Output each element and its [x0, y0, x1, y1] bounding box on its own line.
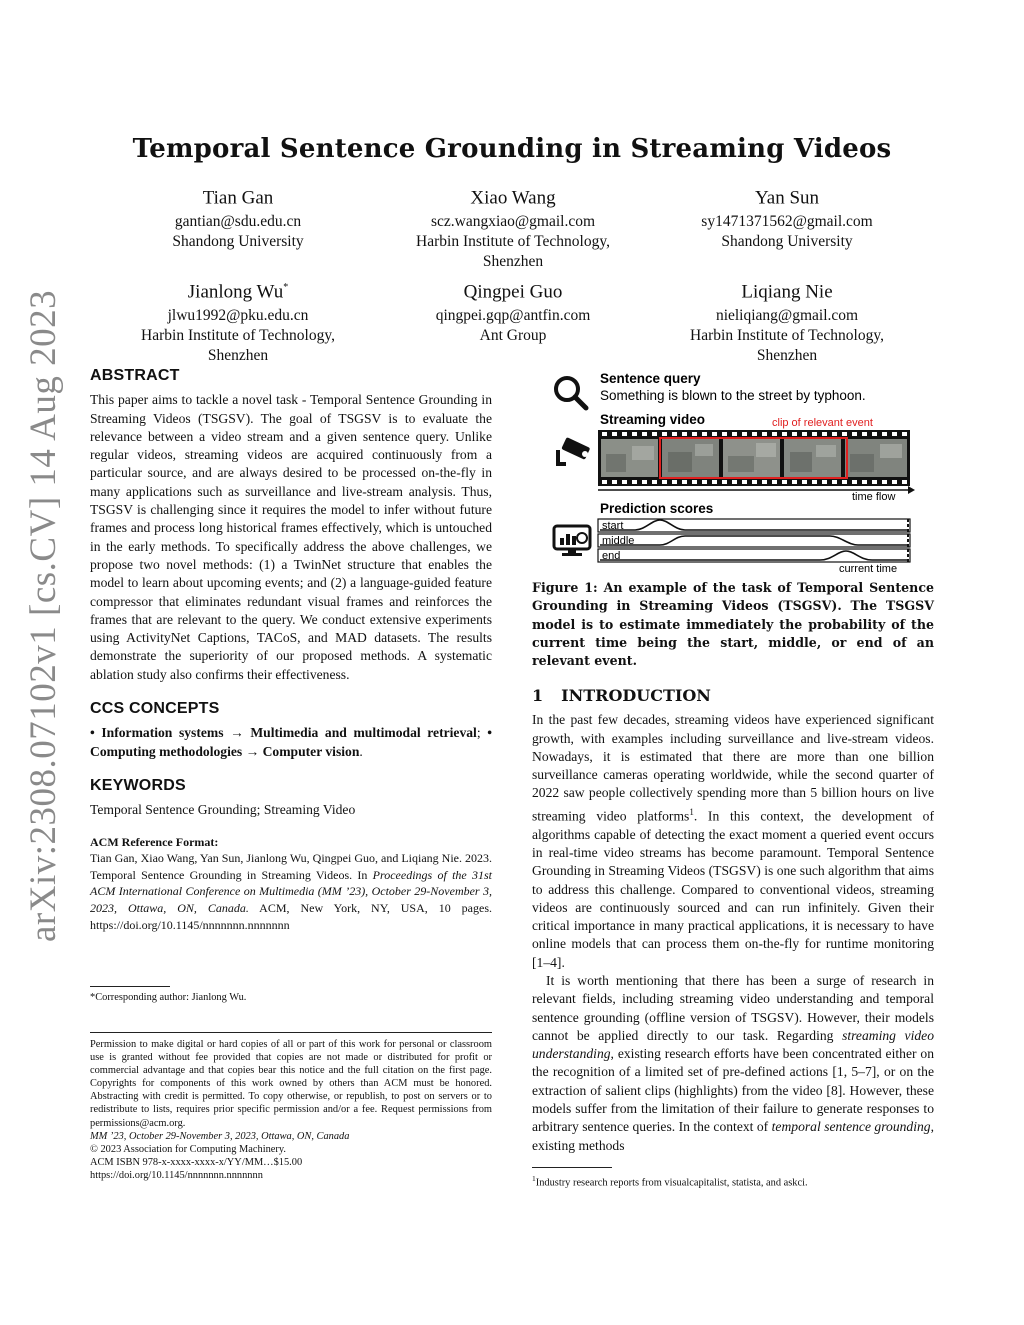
- author-affiliation: Shenzhen: [756, 347, 818, 365]
- search-icon: [556, 378, 586, 408]
- author-affiliation: Harbin Institute of Technology,: [416, 233, 610, 251]
- corresponding-footnote: *Corresponding author: Jianlong Wu.: [90, 992, 247, 1003]
- left-column: [90, 367, 492, 933]
- acm-reference: [90, 834, 492, 934]
- author-email: gantian@sdu.edu.cn: [174, 213, 302, 231]
- permission-block: [90, 1038, 492, 1182]
- keywords-text: Temporal Sentence Grounding; Streaming Video: [90, 802, 356, 818]
- row-label-middle: middle: [602, 535, 635, 547]
- ccs-text: • Information systems → Multimedia and multimodal retrieval; • Computing methodologies → Computer vision.: [90, 725, 492, 759]
- permission-conference: MM ’23, October 29-November 3, 2023, Ottawa, ON, Canada: [90, 1130, 350, 1142]
- introduction-section: [532, 687, 934, 1155]
- time-flow-label: time flow: [852, 491, 896, 503]
- intro-paragraph-1: In the past few decades, streaming videos have experienced significant growth, with examples including surveillance and live-stream videos. Nowadays, it is estimated that there are more than one billion surveillance cameras operating worldwide, while the second quarter of 2022 saw people collectively spending more than 5 billion hours on live streaming video platforms$^1$. In this context, the development of algorithms capable of detecting the exact moment a queried event occurs in real-time video streams has become paramount. Temporal Sentence Grounding in Streaming Videos (TSGSV) is one such algorithm that aims to address this challenge. Compared to conventional videos, streaming videos are continuously sourced and can run infinitely. Given their critical importance in many practical applications, it is necessary to have online models that can process them on-the-fly for runtime monitoring [1–4].: [532, 712, 934, 970]
- current-time-label: current time: [839, 563, 898, 575]
- ccs-heading: CCS CONCEPTS: [90, 700, 220, 718]
- streaming-video-label: Streaming video: [600, 412, 706, 427]
- filmstrip: [598, 430, 910, 486]
- author-block: [103, 182, 373, 252]
- author-email: sy1471371562@gmail.com: [701, 213, 873, 231]
- end-score-curve: [600, 551, 908, 560]
- author-affiliation: Shenzhen: [207, 347, 269, 365]
- sentence-query-text: Something is blown to the street by typhoon.: [600, 388, 866, 403]
- camera-icon: [556, 437, 590, 466]
- start-score-curve: [600, 520, 908, 530]
- author-name: Liqiang Nie: [741, 281, 833, 303]
- row-label-end: end: [602, 550, 621, 562]
- author-affiliation: Ant Group: [479, 327, 547, 345]
- time-flow-arrowhead: [908, 486, 915, 494]
- abstract-text: This paper aims to tackle a novel task - Temporal Sentence Grounding in Streaming Videos (TSGSV). The goal of TSGSV is to evaluate the relevance between a video stream and a given sentence query. Unlike regular videos, streaming videos are acquired continuously from a particular source, and are always desired to be processed on-the-fly in many applications such as surveillance and live-stream analysis. Thus, TSGSV is challenging since it requires the model to infer without future frames and process long historical frames effectively, which is untouched in the early methods. To specifically address the above challenges, we propose two novel methods: (1) a TwinNet structure that enables the model to learn about upcoming events; and (2) a language-guided feature compressor that eliminates redundant visual frames and reinforces the frames that are relevant to the query. We conduct extensive experiments using ActivityNet Captions, TACoS, and MAD datasets. The results demonstrate the superiority of our proposed methods. A systematic ablation study also confirms their effectiveness.: [90, 392, 492, 682]
- prediction-scores-label: Prediction scores: [600, 501, 714, 516]
- middle-score-curve: [600, 536, 908, 545]
- author-affiliation: Harbin Institute of Technology,: [141, 327, 335, 345]
- paper-title: Temporal Sentence Grounding in Streaming Videos: [132, 134, 892, 164]
- monitor-icon: [554, 526, 590, 556]
- permission-text: Permission to make digital or hard copies of all or part of this work for personal or classroom use is granted without fee provided that copies are not made or distributed for profit or commercial advantage and that copies bear this notice and the full citation on the first page. Copyrights for components of this work owned by others than ACM must be honored. Abstracting with credit is permitted. To copy otherwise, or republish, to post on servers or to redistribute to lists, requires prior specific permission and/or a fee. Request permissions from permissions@acm.org.: [90, 1039, 492, 1129]
- author-affiliation: Harbin Institute of Technology,: [690, 327, 884, 345]
- permission-doi: https://doi.org/10.1145/nnnnnnn.nnnnnnn: [90, 1169, 263, 1181]
- acm-reference-heading: ACM Reference Format:: [90, 834, 219, 849]
- author-email: scz.wangxiao@gmail.com: [430, 213, 596, 231]
- footnote-rule: [90, 986, 170, 987]
- author-block: [652, 276, 922, 366]
- permission-rule: [90, 1032, 492, 1033]
- acm-reference-text: Tian Gan, Xiao Wang, Yan Sun, Jianlong Wu, Qingpei Guo, and Liqiang Nie. 2023. Temporal Sentence Grounding in Streaming Videos. In Proceedings of the 31st ACM International Conference on Multimedia (MM ’23), October 29-November 3, 2023, Ottawa, ON, Canada. ACM, New York, NY, USA, 10 pages. https://doi.org/10.1145/nnnnnnn.nnnnnnn: [90, 851, 493, 932]
- introduction-heading: 1 INTRODUCTION: [532, 686, 711, 705]
- permission-isbn: ACM ISBN 978-x-xxxx-xxxx-x/YY/MM…$15.00: [90, 1156, 303, 1168]
- author-email: qingpei.gqp@antfin.com: [435, 307, 591, 325]
- author-email: nieliqiang@gmail.com: [715, 307, 859, 325]
- author-name: Yan Sun: [754, 187, 820, 209]
- author-affiliation: Shenzhen: [482, 253, 544, 271]
- keywords-heading: KEYWORDS: [90, 776, 186, 794]
- author-affiliation: Shandong University: [721, 233, 853, 251]
- author-block: [103, 276, 373, 366]
- author-affiliation: Shandong University: [172, 233, 304, 251]
- author-name: Xiao Wang: [470, 187, 556, 209]
- clip-of-relevant-event-label: clip of relevant event: [772, 417, 873, 429]
- permission-copyright: © 2023 Association for Computing Machinery.: [90, 1143, 286, 1155]
- sentence-query-label: Sentence query: [600, 371, 701, 386]
- figure-caption: Figure 1: An example of the task of Temporal Sentence Grounding in Streaming Videos (TSGSV). The TSGSV model is to estimate immediately the probability of the current time being the start, middle, or end of an relevant event.: [532, 580, 934, 669]
- arxiv-side-label: arXiv:2308.07102v1 [cs.CV] 14 Aug 2023: [23, 289, 64, 942]
- author-block: [652, 182, 922, 252]
- author-name: Jianlong Wu*: [187, 281, 289, 303]
- footnote-rule-right: [532, 1167, 612, 1168]
- author-block: [378, 276, 648, 346]
- author-name: Tian Gan: [202, 187, 274, 209]
- industry-footnote: $^1$Industry research reports from visualcapitalist, statista, and askci.: [532, 1174, 808, 1189]
- figure-1: [540, 368, 930, 578]
- abstract-heading: ABSTRACT: [90, 367, 180, 384]
- author-name: Qingpei Guo: [463, 281, 563, 303]
- row-label-start: start: [602, 520, 624, 532]
- author-block: [378, 182, 648, 272]
- author-email: jlwu1992@pku.edu.cn: [167, 307, 309, 325]
- intro-paragraph-2: It is worth mentioning that there has been a surge of research in relevant fields, including streaming video understanding and temporal sentence grounding (offline version of TSGSV). However, their models cannot be applied directly to our task. Regarding streaming video understanding, existing research efforts have been concentrated either on the recognition of a limited set of pre-defined actions [1, 5–7], or on the extraction of salient clips (highlights) from the video [8]. However, these models suffer from the limitation of their failure to generate responses to arbitrary sentence queries. In the context of temporal sentence grounding, existing methods: [532, 972, 934, 1153]
